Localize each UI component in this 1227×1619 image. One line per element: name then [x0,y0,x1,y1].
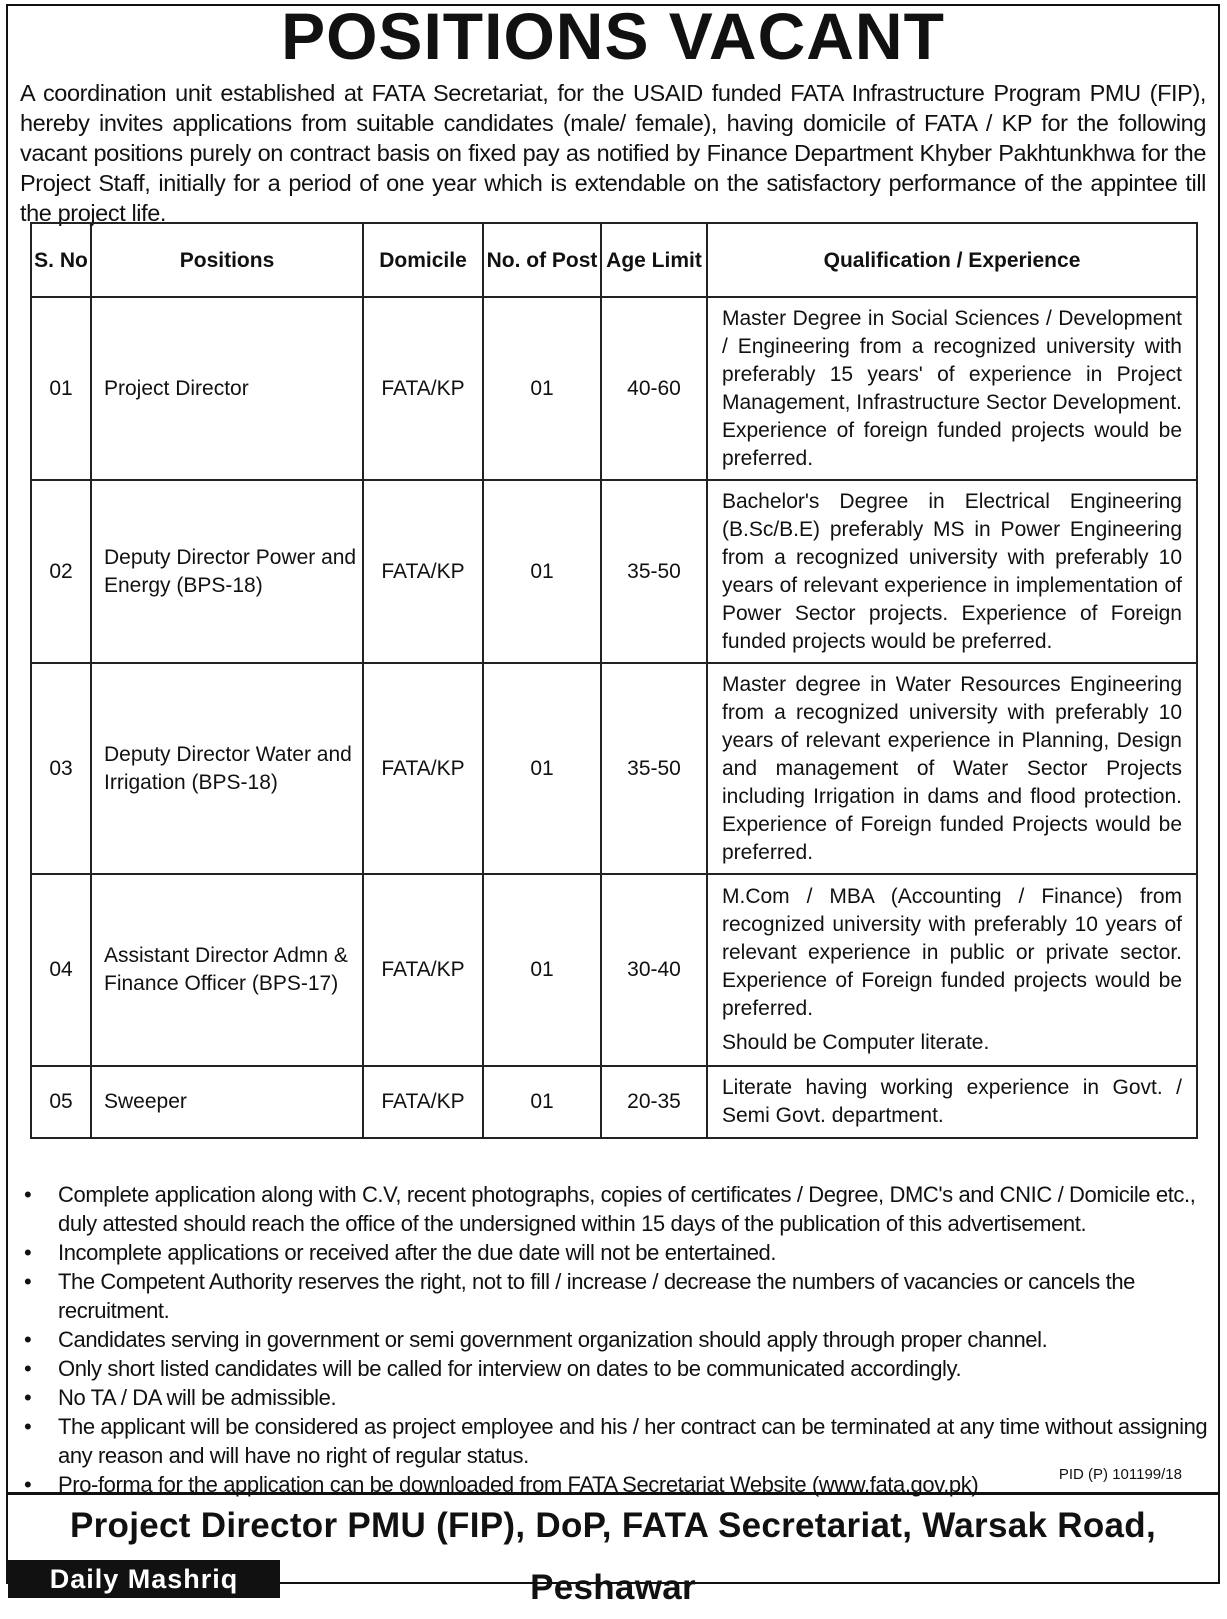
table-row [31,297,1197,480]
cell-posts: 01 [483,663,601,874]
header-sno: S. No [31,223,91,297]
table-row [31,480,1197,663]
cell-domicile: FATA/KP [363,663,483,874]
qualification-extra: Should be Computer literate. [722,1031,990,1054]
cell-sno: 05 [31,1066,91,1138]
note-text: Complete application along with C.V, recent photographs, copies of certificates / Degree, DMC's and CNIC / Domicile etc., duly attested should reach the office of the undersigned within 15 days of the publication of this advertisement. [58,1182,1196,1236]
cell-position: Project Director [91,297,363,480]
cell-position: Deputy Director Water and Irrigation (BPS-18) [91,663,363,874]
list-item [22,1325,1216,1354]
qualification-text: Bachelor's Degree in Electrical Engineering (B.Sc/B.E) preferably MS in Power Engineering from a recognized university with preferably 10 years of relevant experience in implementation of Power Sector projects. Experience of Foreign funded projects would be preferred. [722,489,1182,653]
intro-paragraph: A coordination unit established at FATA Secretariat, for the USAID funded FATA Infrastructure Program PMU (FIP), hereby invites applications from suitable candidates (male/ female), having domicile of FATA / KP for the following vacant positions purely on contract basis on fixed pay as notified by Finance Department Khyber Pakhtunkhwa for the Project Staff, initially for a period of one year which is extendable on the satisfactory performance of the appintee till the project life. [20,80,1206,226]
list-item [22,1180,1216,1238]
header-age: Age Limit [601,223,707,297]
cell-qualification [707,874,1197,1066]
cell-age: 30-40 [601,874,707,1066]
cell-qualification [707,1066,1197,1138]
note-text: The Competent Authority reserves the right, not to fill / increase / decrease the numbers of vacancies or cancels the recruitment. [58,1269,1135,1323]
cell-age: 20-35 [601,1066,707,1138]
cell-posts: 01 [483,480,601,663]
bullet-icon: • [24,1240,32,1265]
list-item [22,1383,1216,1412]
qualification-text: M.Com / MBA (Accounting / Finance) from recognized university with preferably 10 years of relevant experience in public or private sector. Experience of Foreign funded projects would be preferred. [722,885,1182,1020]
list-item [22,1354,1216,1383]
cell-age: 35-50 [601,663,707,874]
list-item [22,1412,1216,1470]
header-positions: Positions [91,223,363,297]
note-text: Incomplete applications or received after the due date will not be entertained. [58,1240,777,1265]
bullet-icon: • [24,1472,32,1497]
bullet-icon: • [24,1269,32,1294]
cell-qualification [707,297,1197,480]
header-domicile: Domicile [363,223,483,297]
cell-age: 40-60 [601,297,707,480]
table-row [31,1066,1197,1138]
cell-position: Deputy Director Power and Energy (BPS-18) [91,480,363,663]
table-row [31,874,1197,1066]
cell-age: 35-50 [601,480,707,663]
cell-sno: 02 [31,480,91,663]
note-text: Candidates serving in government or semi government organization should apply through proper channel. [58,1327,1048,1352]
cell-position: Assistant Director Admn & Finance Officer (BPS-17) [91,874,363,1066]
cell-sno: 04 [31,874,91,1066]
list-item [22,1238,1216,1267]
page-title: POSITIONS VACANT [281,0,945,73]
header-posts: No. of Post [483,223,601,297]
qualification-text: Master degree in Water Resources Engineering from a recognized university with preferably 10 years of relevant experience in Planning, Design and management of Water Sector Projects including Irrigation in dams and flood protection. Experience of Foreign funded Projects would be preferred. [722,672,1182,864]
note-text: The applicant will be considered as project employee and his / her contract can be terminated at any time without assigning any reason and will have no right of regular status. [58,1414,1208,1468]
bullet-icon: • [24,1385,32,1410]
cell-domicile: FATA/KP [363,480,483,663]
cell-posts: 01 [483,297,601,480]
note-text: No TA / DA will be admissible. [58,1385,337,1410]
note-text: Pro-forma for the application can be downloaded from FATA Secretariat Website (www.fata.gov.pk) [58,1472,979,1497]
list-item [22,1267,1216,1325]
note-text: Only short listed candidates will be called for interview on dates to be communicated accordingly. [58,1356,962,1381]
cell-sno: 01 [31,297,91,480]
header-qualification: Qualification / Experience [707,223,1197,297]
cell-posts: 01 [483,874,601,1066]
qualification-text: Literate having working experience in Govt. / Semi Govt. department. [722,1076,1182,1127]
table-header-row [31,223,1197,297]
cell-domicile: FATA/KP [363,297,483,480]
cell-qualification [707,663,1197,874]
terms-list [22,1180,1216,1499]
cell-qualification [707,480,1197,663]
newspaper-source: Daily Mashriq [8,1560,280,1598]
bullet-icon: • [24,1327,32,1352]
bullet-icon: • [24,1414,32,1439]
cell-sno: 03 [31,663,91,874]
cell-domicile: FATA/KP [363,874,483,1066]
bullet-icon: • [24,1356,32,1381]
cell-position: Sweeper [91,1066,363,1138]
qualification-text: Master Degree in Social Sciences / Development / Engineering from a recognized university with preferably 15 years' of experience in Project Management, Infrastructure Sector Development. Experience of foreign funded projects would be preferred. [722,306,1182,470]
bullet-icon: • [24,1182,32,1207]
pid-number: PID (P) 101199/18 [1058,1466,1182,1483]
table-row [31,663,1197,874]
cell-domicile: FATA/KP [363,1066,483,1138]
positions-table [30,222,1198,1139]
signoff-footer: Project Director PMU (FIP), DoP, FATA Secretariat, Warsak Road, Peshawar [6,1492,1220,1557]
cell-posts: 01 [483,1066,601,1138]
